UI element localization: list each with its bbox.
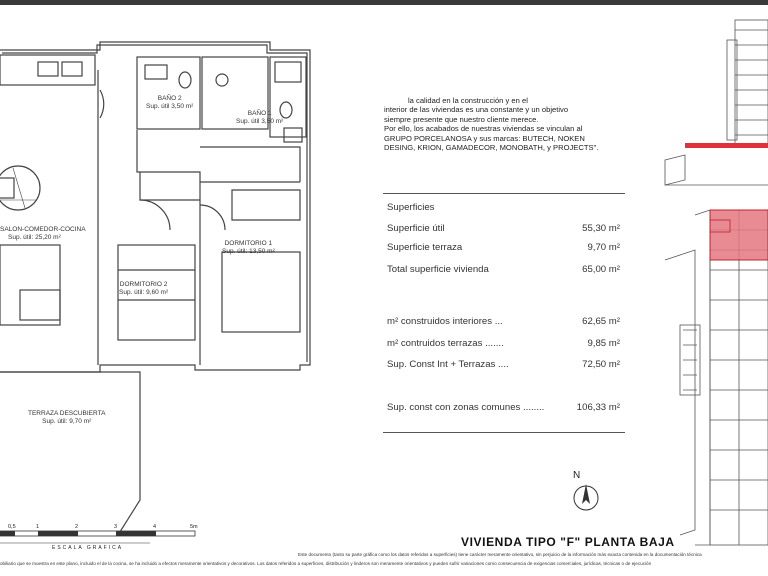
surfaces-group-2 xyxy=(387,314,620,373)
disclaimer-line-2: obiliario que se muestra en este plano, incluido el de la cocina, se ha incluido a efectos meramente orientativos y decorativos. Los datos referidos a superficies, distribución y linderos son meramente orientativos y pueden sufrir variaciones como consecuencia de exigencias comerciales, jurídicas, técnicas o de ejecución xyxy=(0,561,652,566)
bedroom-2-area: Sup. útil: 9,60 m² xyxy=(119,289,169,296)
compass-label: N xyxy=(573,470,581,481)
bathroom-2-name: BAÑO 2 xyxy=(157,95,182,102)
living-room-area: Sup. útil: 25,20 m² xyxy=(8,234,61,241)
surfaces-total xyxy=(387,400,620,416)
intro-line: interior de las viviendas es una constante y un objetivo xyxy=(384,105,569,115)
surface-label: Total superficie vivienda xyxy=(387,264,489,275)
compass-icon xyxy=(566,470,606,514)
surface-label: Sup. const con zonas comunes ........ xyxy=(387,402,545,413)
surface-value: 9,70 m² xyxy=(587,242,620,253)
divider-top xyxy=(383,193,625,194)
bedroom-1-area: Sup. útil: 13,50 m² xyxy=(222,248,275,255)
intro-line: GRUPO PORCELANOSA y sus marcas: BUTECH, NOKEN xyxy=(384,133,585,143)
intro-text xyxy=(384,96,624,152)
scale-tick: 2 xyxy=(75,524,79,530)
highlight-band xyxy=(685,143,768,148)
scale-tick: 3 xyxy=(114,524,118,530)
surfaces-heading: Superficies xyxy=(387,202,435,213)
scale-tick: 1 xyxy=(36,524,40,530)
surface-row xyxy=(387,221,620,237)
surfaces-heading-block xyxy=(387,200,620,216)
bathroom-2-label xyxy=(146,95,193,111)
bedroom-2-label xyxy=(119,281,168,297)
bathroom-1-name: BAÑO 1 xyxy=(247,110,272,117)
site-plan xyxy=(655,0,768,552)
surface-row xyxy=(387,357,620,373)
living-room-label xyxy=(0,226,86,242)
bedroom-1-label xyxy=(222,240,275,256)
surface-label: Sup. Const Int + Terrazas .... xyxy=(387,359,509,370)
scale-tick: 4 xyxy=(153,524,157,530)
surface-row xyxy=(387,262,620,278)
surface-label: m² contruidos terrazas ....... xyxy=(387,338,504,349)
surface-label: m² construidos interiores ... xyxy=(387,316,503,327)
scale-label: ESCALA GRAFICA xyxy=(52,545,124,551)
surface-row xyxy=(387,336,620,352)
page-title: VIVIENDA TIPO "F" PLANTA BAJA xyxy=(461,535,675,549)
bathroom-2-area: Sup. útil 3,50 m² xyxy=(146,103,194,110)
terrace-label xyxy=(28,410,105,426)
living-room-name: SALÓN-COMEDOR-COCINA xyxy=(0,226,86,233)
terrace-area: Sup. útil: 9,70 m² xyxy=(42,418,92,425)
graphic-scale xyxy=(0,524,210,554)
divider-bottom xyxy=(383,432,625,433)
terrace-name: TERRAZA DESCUBIERTA xyxy=(28,410,106,417)
surface-value: 65,00 m² xyxy=(582,264,620,275)
surface-value: 9,85 m² xyxy=(587,338,620,349)
surfaces-group-1 xyxy=(387,221,620,278)
highlight-unit xyxy=(710,210,768,260)
scale-tick: 5m xyxy=(190,524,198,530)
intro-line: Por ello, los acabados de nuestras viviendas se vinculan al xyxy=(384,124,583,134)
surface-row xyxy=(387,240,620,256)
surface-row xyxy=(387,314,620,330)
surface-value: 106,33 m² xyxy=(576,402,620,413)
north-compass xyxy=(566,470,606,514)
surface-label: Superficie terraza xyxy=(387,242,463,253)
disclaimer-line-1: Este documento (tanto su parte gráfica como los datos referidos a superficies) tiene carácter meramente orientativo, sin perjuicio de la información más exacta contenida en la documentación técnica xyxy=(298,552,702,557)
bedroom-1-name: DORMITORIO 1 xyxy=(224,240,273,247)
bathroom-1-label xyxy=(236,110,283,126)
intro-line: la calidad en la construcción y en el xyxy=(408,96,528,105)
surface-label: Superficie útil xyxy=(387,223,445,234)
bedroom-2-name: DORMITORIO 2 xyxy=(119,281,168,288)
surface-value: 62,65 m² xyxy=(582,316,620,327)
intro-line: DESING, KRION, GAMADECOR, MONOBATH, y PROJECTS". xyxy=(384,143,599,153)
surface-value: 55,30 m² xyxy=(582,223,620,234)
scale-tick: 0,5 xyxy=(8,524,16,530)
surface-value: 72,50 m² xyxy=(582,359,620,370)
surface-row xyxy=(387,400,620,416)
bathroom-1-area: Sup. útil 3,50 m² xyxy=(236,118,284,125)
intro-line: siempre presente que nuestro cliente merece. xyxy=(384,114,539,124)
